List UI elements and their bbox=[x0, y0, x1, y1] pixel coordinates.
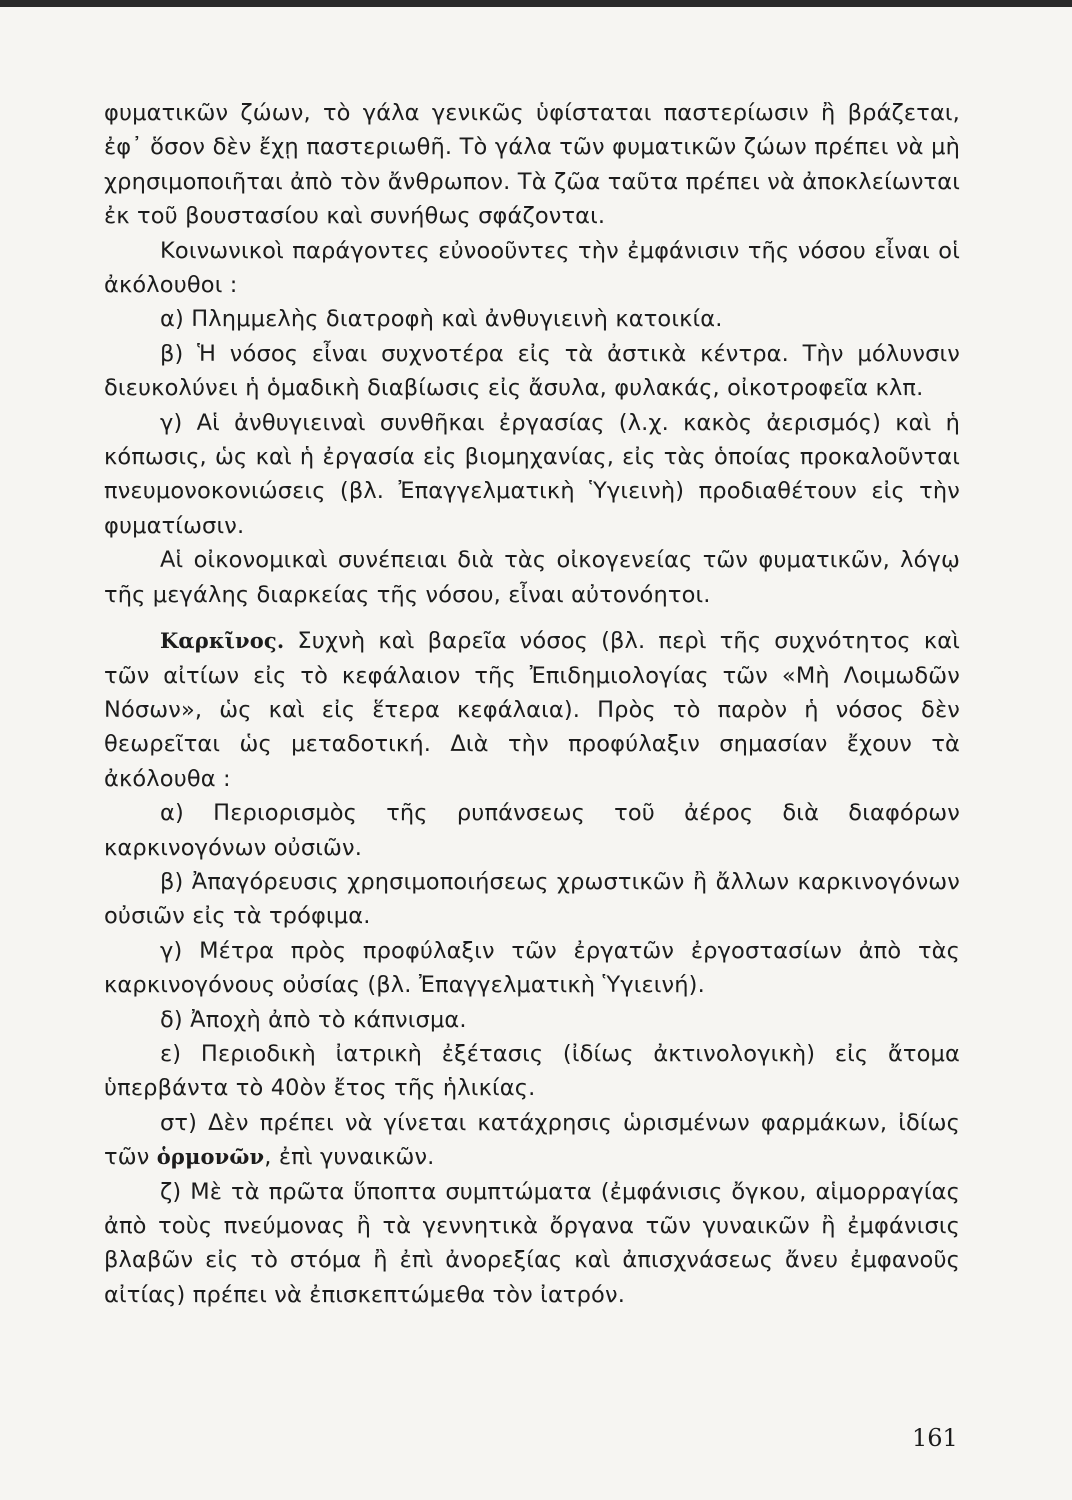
list-item-cancer-d: δ) Ἀποχὴ ἀπὸ τὸ κάπνισμα. bbox=[160, 1006, 467, 1033]
list-item-cancer-z: ζ) Μὲ τὰ πρῶτα ὕποπτα συμπτώματα (ἐμφάνισις ὄγκου, αἱμορραγίας ἀπὸ τοὺς πνεύμονας ἢ τὰ γεννητικὰ ὄργανα τῶν γυναικῶν ἢ ἐμφάνισις βλαβῶν εἰς τὸ στόμα ἢ ἐπὶ ἀνορεξίας καὶ ἀπισχνάσεως ἄνευ ἐμφανοῦς αἰτίας) πρέπει νὰ ἐπισκεπτώμεθα τὸν ἰατρόν. bbox=[104, 1178, 960, 1308]
page-body bbox=[104, 96, 960, 1312]
paragraph-cancer-intro bbox=[104, 624, 960, 796]
list-item-cancer-b: β) Ἀπαγόρευσις χρησιμοποιήσεως χρωστικῶν ἢ ἄλλων καρκινογόνων οὐσιῶν εἰς τὰ τρόφιμα. bbox=[104, 868, 960, 930]
page-number: 161 bbox=[912, 1424, 958, 1452]
page-top-edge bbox=[0, 0, 1072, 7]
cancer-intro-text: Συχνὴ καὶ βαρεῖα νόσος (βλ. περὶ τῆς συχνότητος καὶ τῶν αἰτίων εἰς τὸ κεφάλαιον τῆς Ἐπιδημιολογίας τῶν «Μὴ Λοιμωδῶν Νόσων», ὡς καὶ εἰς ἕτερα κεφάλαια). Πρὸς τὸ παρὸν ἡ νόσος δὲν θεωρεῖται ὡς μεταδοτική. Διὰ τὴν προφύλαξιν σημασίαν ἔχουν τὰ ἀκόλουθα : bbox=[104, 628, 960, 792]
list-item-cancer-st bbox=[104, 1106, 960, 1175]
list-item-cancer-a: α) Περιορισμὸς τῆς ρυπάνσεως τοῦ ἀέρος διὰ διαφόρων καρκινογόνων οὐσιῶν. bbox=[104, 800, 960, 861]
item-st-text-pre: στ) Δὲν πρέπει νὰ γίνεται κατάχρησις ὡρισμένων φαρμάκων, ἰδίως τῶν bbox=[104, 1109, 960, 1171]
paragraph-social-factors: Κοινωνικοὶ παράγοντες εὐνοοῦντες τὴν ἐμφάνισιν τῆς νόσου εἶναι οἱ ἀκόλουθοι : bbox=[104, 237, 960, 299]
list-item-tb-c: γ) Αἱ ἀνθυγιειναὶ συνθῆκαι ἐργασίας (λ.χ. κακὸς ἀερισμός) καὶ ἡ κόπωσις, ὡς καὶ ἡ ἐργασία εἰς βιομηχανίας, εἰς τὰς ὁποίας προκαλοῦνται πνευμονοκονιώσεις (βλ. Ἐπαγγελματικὴ Ὑγιεινὴ) προδιαθέτουν εἰς τὴν φυματίωσιν. bbox=[104, 409, 960, 539]
list-item-tb-b: β) Ἡ νόσος εἶναι συχνοτέρα εἰς τὰ ἀστικὰ κέντρα. Τὴν μόλυνσιν διευκολύνει ἡ ὁμαδικὴ διαβίωσις εἰς ἄσυλα, φυλακάς, οἰκοτροφεῖα κλπ. bbox=[104, 340, 960, 402]
item-st-text-post: , ἐπὶ γυναικῶν. bbox=[264, 1144, 435, 1171]
term-hormones: ὁρμονῶν bbox=[156, 1144, 265, 1170]
section-heading-cancer: Καρκῖνος. bbox=[160, 628, 285, 654]
list-item-tb-a: α) Πλημμελὴς διατροφὴ καὶ ἀνθυγιεινὴ κατοικία. bbox=[160, 306, 723, 333]
paragraph-economic: Αἱ οἰκονομικαὶ συνέπειαι διὰ τὰς οἰκογενείας τῶν φυματικῶν, λόγῳ τῆς μεγάλης διαρκείας τῆς νόσου, εἶναι αὐτονόητοι. bbox=[104, 547, 960, 608]
paragraph-tb-continuation: φυματικῶν ζώων, τὸ γάλα γενικῶς ὑφίσταται παστερίωσιν ἢ βράζεται, ἐφ᾽ ὅσον δὲν ἔχῃ παστεριωθῆ. Τὸ γάλα τῶν φυματικῶν ζώων πρέπει νὰ μὴ χρησιμοποιῆται ἀπὸ τὸν ἄνθρωπον. Τὰ ζῶα ταῦτα πρέπει νὰ ἀποκλείωνται ἐκ τοῦ βουστασίου καὶ συνήθως σφάζονται. bbox=[104, 100, 960, 230]
list-item-cancer-c: γ) Μέτρα πρὸς προφύλαξιν τῶν ἐργατῶν ἐργοστασίων ἀπὸ τὰς καρκινογόνους οὐσίας (βλ. Ἐπαγγελματικὴ Ὑγιεινή). bbox=[104, 937, 960, 999]
list-item-cancer-e: ε) Περιοδικὴ ἰατρικὴ ἐξέτασις (ἰδίως ἀκτινολογικὴ) εἰς ἄτομα ὑπερβάντα τὸ 40ὸν ἔτος τῆς ἡλικίας. bbox=[104, 1040, 960, 1102]
